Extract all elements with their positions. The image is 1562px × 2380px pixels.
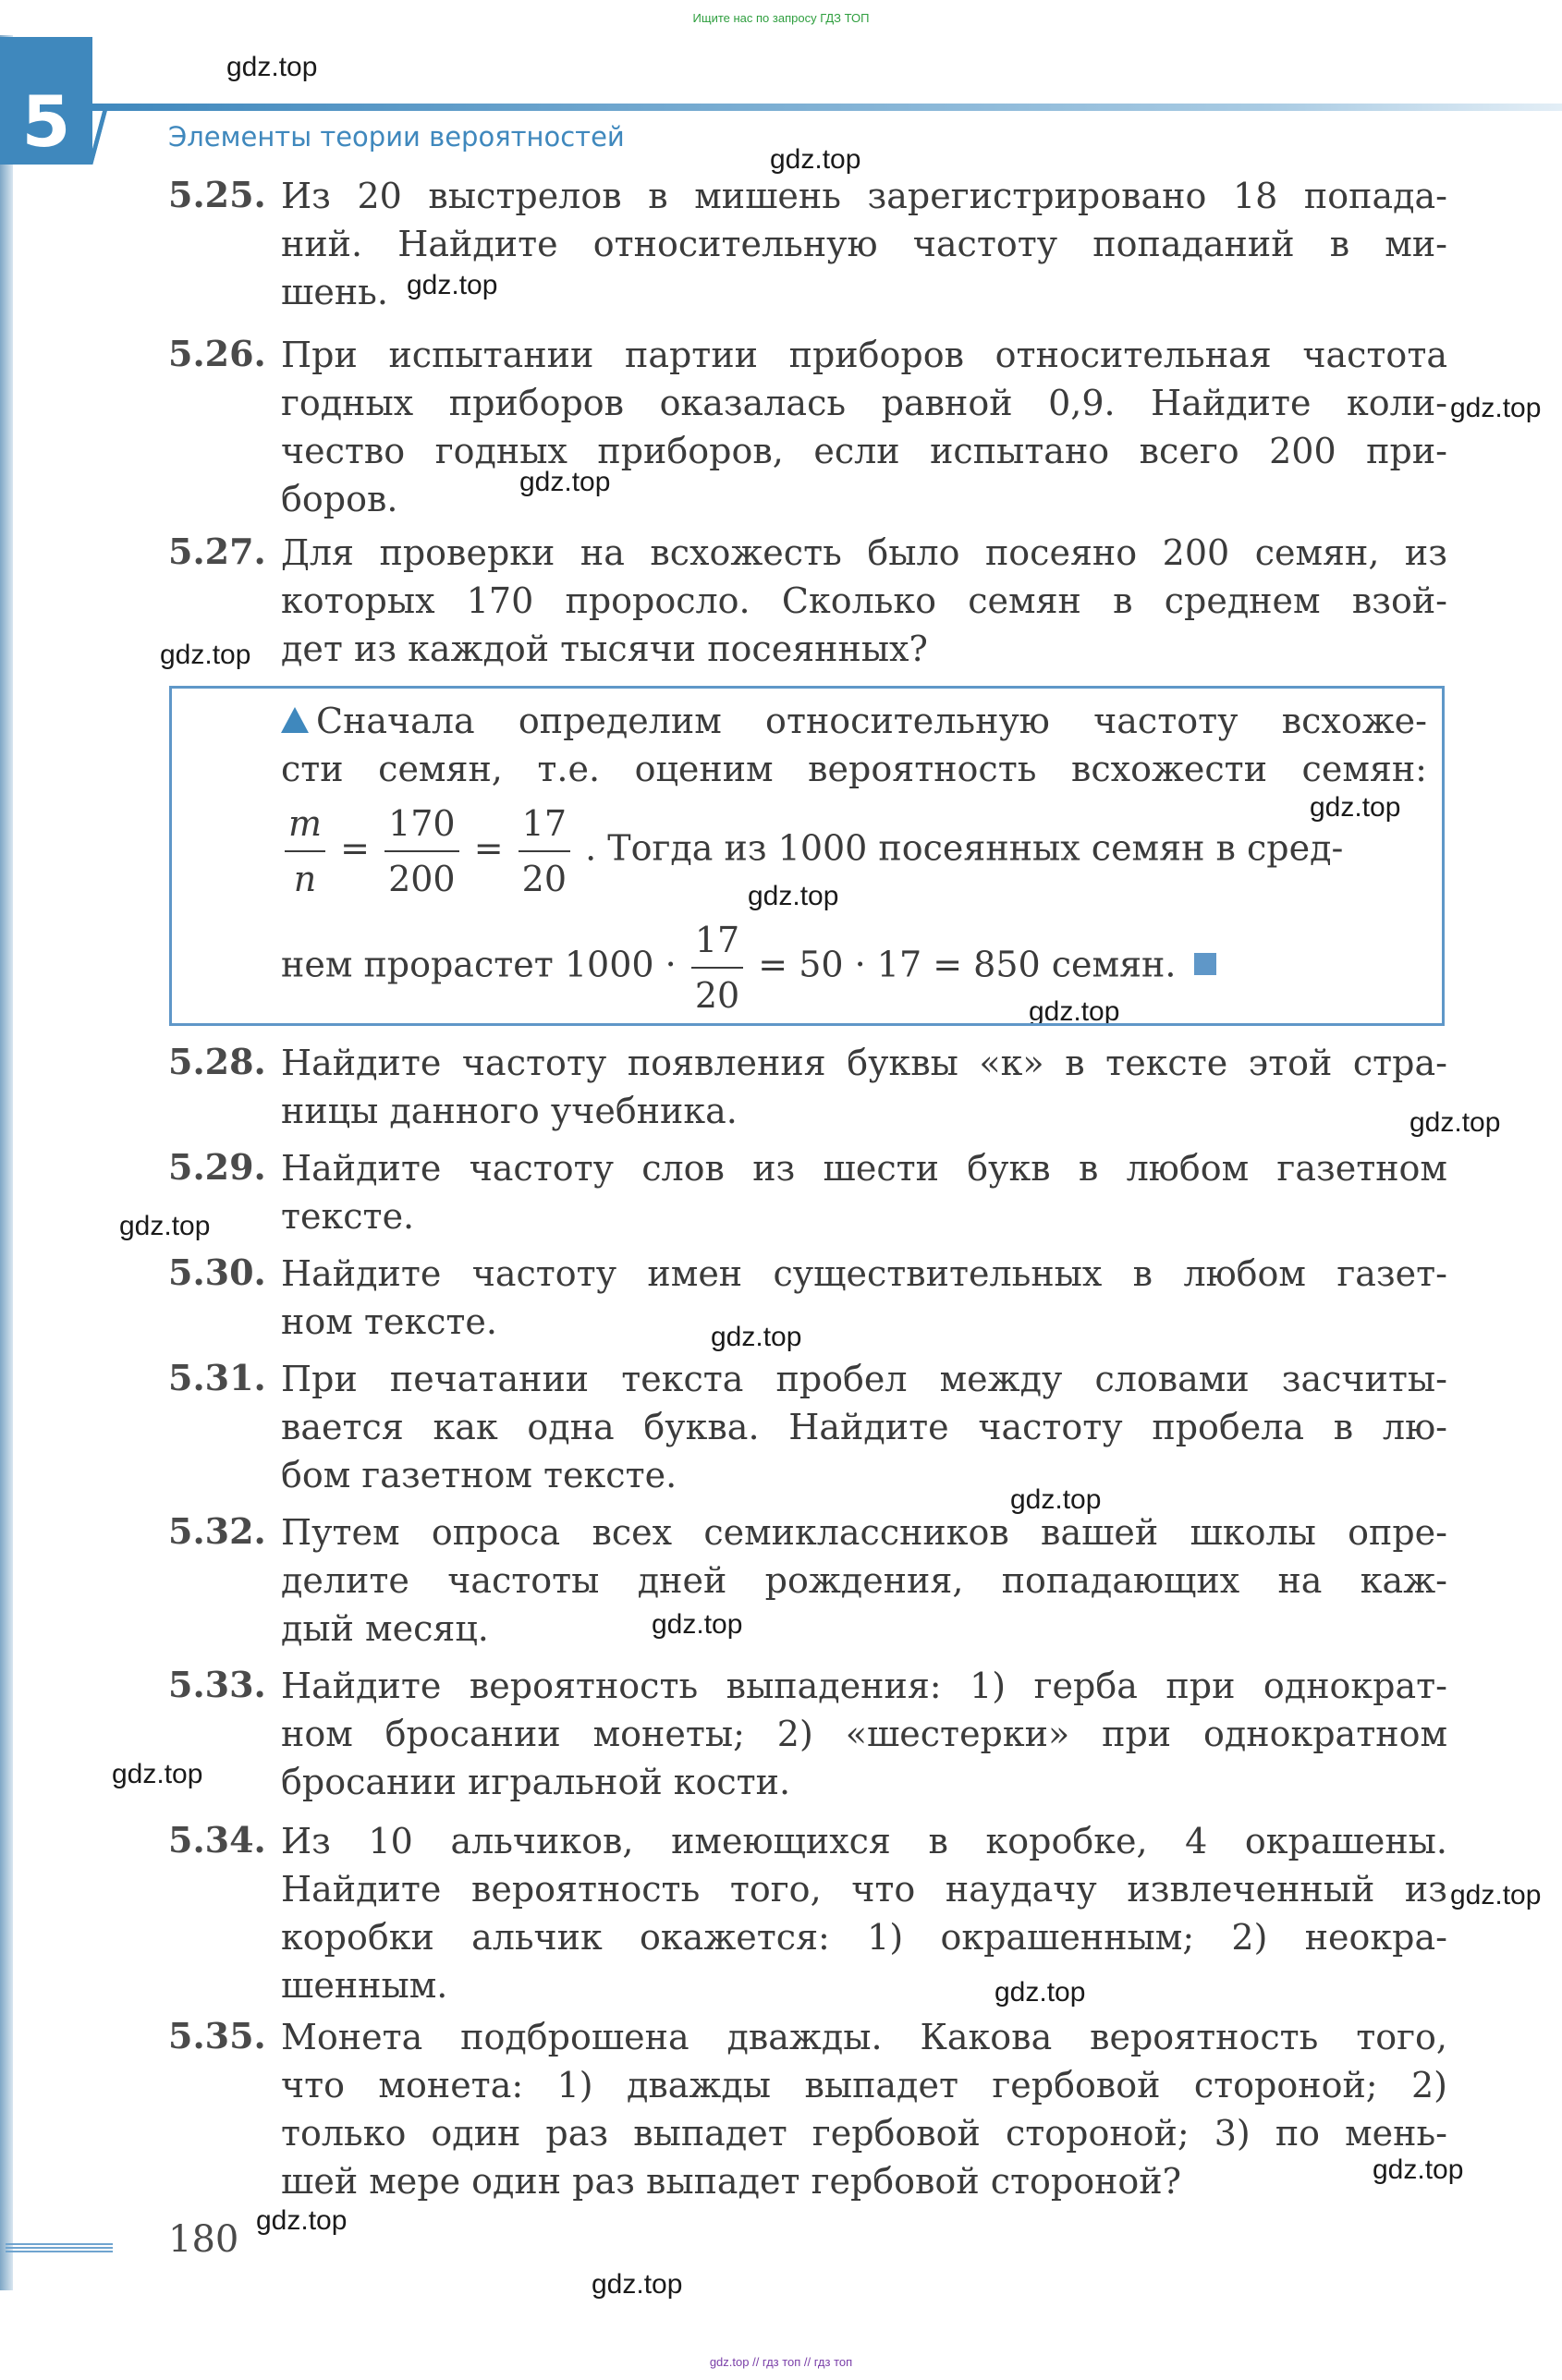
- problem-text: Для проверки на всхожесть было посеяно 200 семян, из которых 170 проросло. Сколько семян в среднем взой- дет из каждой тысячи посеянных?: [281, 532, 1447, 669]
- problem-text: Из 10 альчиков, имеющихся в коробке, 4 окрашены. Найдите вероятность того, что наудачу извлеченный из коробки альчик окажется: 1) окрашенным; 2) неокра- шенным.: [281, 1821, 1447, 2006]
- watermark: gdz.top: [1029, 996, 1120, 1027]
- page-number: 180: [168, 2218, 239, 2261]
- problem-number: 5.33.: [168, 1664, 266, 1705]
- problem-number: 5.32.: [168, 1510, 266, 1552]
- problem-number: 5.35.: [168, 2015, 266, 2057]
- problem-text: Монета подброшена дважды. Какова вероятность того, что монета: 1) дважды выпадет гербовой стороной; 2) только один раз выпадет гербовой стороной; 3) по мень- шей мере один раз выпадет гербовой стороной?: [281, 2017, 1447, 2202]
- header-rule: [92, 104, 1562, 111]
- watermark: gdz.top: [1310, 792, 1401, 823]
- watermark: gdz.top: [160, 640, 251, 670]
- problem-number: 5.27.: [168, 531, 266, 572]
- problem-text: Путем опроса всех семиклассников вашей школы опре- делите частоты дней рождения, попадающих на каж- дый месяц.: [281, 1512, 1447, 1649]
- fraction: $\frac{17}{20}$: [519, 797, 570, 906]
- problem-number: 5.34.: [168, 1819, 266, 1861]
- problem-number: 5.26.: [168, 333, 266, 374]
- chapter-number: 5: [0, 37, 92, 165]
- watermark: gdz.top: [592, 2269, 683, 2300]
- problem-number: 5.25.: [168, 174, 266, 215]
- watermark: gdz.top: [1409, 1107, 1501, 1138]
- watermark: gdz.top: [1010, 1484, 1102, 1515]
- footer-rule: [6, 2243, 113, 2254]
- problem-text: Из 20 выстрелов в мишень зарегистрировано 18 попада- ний. Найдите относительную частоту попаданий в ми- шень.: [281, 176, 1447, 312]
- page-spine: [0, 35, 13, 2290]
- watermark: gdz.top: [407, 270, 498, 300]
- watermark: gdz.top: [652, 1609, 743, 1640]
- problem-number: 5.29.: [168, 1146, 266, 1188]
- solution-text: Сначала определим относительную частоту всхоже- сти семян, т.е. оценим вероятность всхожести семян:: [281, 701, 1427, 789]
- problem-text: Найдите частоту слов из шести букв в любом газетном тексте.: [281, 1148, 1447, 1237]
- watermark: gdz.top: [1373, 2154, 1464, 2185]
- watermark: gdz.top: [519, 467, 611, 497]
- watermark: gdz.top: [256, 2205, 348, 2236]
- watermark: gdz.top: [748, 881, 839, 911]
- problem-text: При испытании партии приборов относительная частота годных приборов оказалась равной 0,9. Найдите коли- чество годных приборов, если испытано всего 200 при- боров.: [281, 335, 1447, 519]
- triangle-start-icon: [281, 707, 309, 733]
- watermark: gdz.top: [1450, 1880, 1542, 1910]
- problem-number: 5.28.: [168, 1041, 266, 1082]
- problem-text: Найдите частоту появления буквы «к» в тексте этой стра- ницы данного учебника.: [281, 1043, 1447, 1131]
- watermark: gdz.top: [770, 144, 861, 175]
- watermark: gdz.top: [1450, 393, 1542, 423]
- top-banner: Ищите нас по запросу ГДЗ ТОП: [692, 11, 870, 25]
- problem-text: Найдите вероятность выпадения: 1) герба при однократ- ном бросании монеты; 2) «шестерки» при однократном бросании игральной кости.: [281, 1666, 1447, 1802]
- watermark: gdz.top: [119, 1211, 211, 1241]
- fraction: $\frac{17}{20}$: [691, 913, 743, 1022]
- problem-text: Найдите частоту имен существительных в любом газет- ном тексте.: [281, 1253, 1447, 1342]
- end-square-icon: [1194, 953, 1216, 975]
- watermark: gdz.top: [995, 1977, 1086, 2008]
- watermark: gdz.top: [711, 1322, 802, 1352]
- problem-number: 5.30.: [168, 1251, 266, 1293]
- fraction: $\frac{m}{n}$: [285, 797, 325, 906]
- watermark: gdz.top: [226, 52, 318, 82]
- problem-number: 5.31.: [168, 1357, 266, 1398]
- fraction: $\frac{170}{200}$: [384, 797, 459, 906]
- watermark: gdz.top: [112, 1759, 203, 1789]
- chapter-title: Элементы теории вероятностей: [168, 121, 625, 153]
- problem-text: При печатании текста пробел между словами засчиты- вается как одна буква. Найдите частоту пробела в лю- бом газетном тексте.: [281, 1359, 1447, 1495]
- solution-formula: $\frac{m}{n}$ = $\frac{170}{200}$ = $\frac{17}{20}$ . Тогда из 1000 посеянных семян в сред-: [281, 797, 1427, 906]
- bottom-footer: gdz.top // гдз топ // гдз топ: [709, 2355, 853, 2369]
- solution-result: нем прорастет 1000 · $\frac{17}{20}$ = 50 · 17 = 850 семян.: [281, 913, 1427, 1022]
- header-slash: [89, 104, 107, 165]
